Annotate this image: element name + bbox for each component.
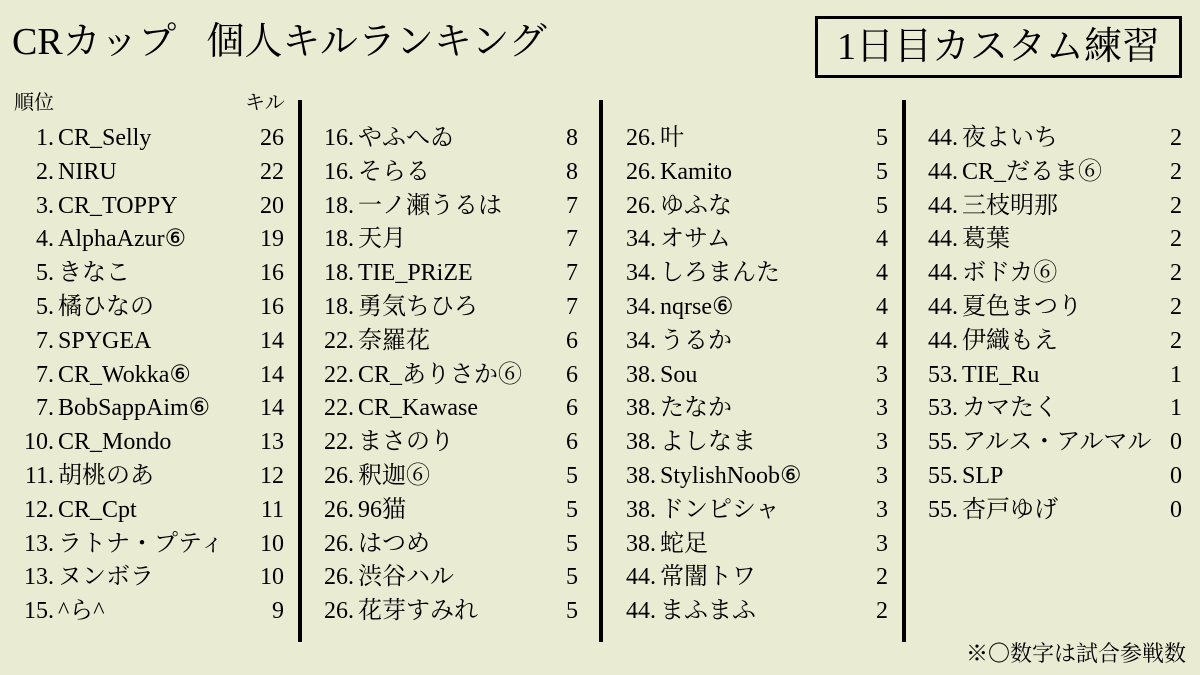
ranking-row <box>12 528 284 562</box>
rank-number: 38. <box>626 462 656 489</box>
player-name: BobSappAim⑥ <box>58 395 211 422</box>
player-name: TIE_Ru <box>962 361 1040 388</box>
ranking-row <box>312 426 578 460</box>
rank-number: 5. <box>36 260 54 287</box>
ranking-row <box>614 494 888 528</box>
player-name: 橘ひなの <box>58 293 154 320</box>
ranking-row <box>614 291 888 325</box>
player-name: 蛇足 <box>660 530 708 557</box>
rank-number: 38. <box>626 530 656 557</box>
ranking-row <box>12 426 284 460</box>
rank-number: 44. <box>928 125 958 151</box>
kill-count: 13 <box>260 429 284 456</box>
rank-number: 22. <box>324 395 354 422</box>
rank-number: 3. <box>36 192 54 219</box>
kill-count: 8 <box>566 125 578 151</box>
rank-number: 55. <box>928 496 958 523</box>
rank-number: 44. <box>626 598 656 625</box>
kill-count: 2 <box>1170 226 1182 253</box>
player-name: CR_Mondo <box>58 429 172 456</box>
kill-count: 2 <box>1170 125 1182 151</box>
rank-number: 53. <box>928 361 958 388</box>
page-title <box>12 18 547 66</box>
kill-count: 0 <box>1170 496 1182 523</box>
rank-number: 10. <box>24 429 54 456</box>
rank-column-header: 順位 <box>14 92 54 114</box>
rank-number: 34. <box>626 293 656 320</box>
player-name: 天月 <box>358 226 406 253</box>
rank-number: 55. <box>928 429 958 456</box>
player-name: 一ノ瀬うるは <box>358 192 502 219</box>
rank-number: 53. <box>928 395 958 422</box>
kill-count: 3 <box>876 462 888 489</box>
ranking-row <box>12 392 284 426</box>
ranking-row <box>312 122 578 156</box>
kills-column-header: キル <box>245 92 285 114</box>
player-name: ボドカ⑥ <box>962 260 1058 287</box>
kill-count: 10 <box>260 530 284 557</box>
kill-count: 5 <box>566 462 578 489</box>
kill-count: 2 <box>1170 327 1182 354</box>
player-name: 胡桃のあ <box>58 462 154 489</box>
ranking-row <box>614 359 888 393</box>
kill-count: 6 <box>566 361 578 388</box>
ranking-row <box>614 122 888 156</box>
column-divider <box>599 100 603 642</box>
kill-count: 2 <box>1170 192 1182 219</box>
player-name: 葛葉 <box>962 226 1010 253</box>
player-name: アルス・アルマル <box>962 429 1152 456</box>
rank-number: 5. <box>36 293 54 320</box>
kill-count: 19 <box>260 226 284 253</box>
kill-count: 5 <box>566 530 578 557</box>
ranking-row <box>12 257 284 291</box>
kill-count: 3 <box>876 429 888 456</box>
player-name: ^ら^ <box>58 598 105 625</box>
rank-number: 26. <box>626 158 656 185</box>
kill-count: 4 <box>876 226 888 253</box>
kill-count: 5 <box>566 598 578 625</box>
kill-count: 14 <box>260 327 284 354</box>
kill-count: 2 <box>1170 260 1182 287</box>
kill-count: 11 <box>260 496 284 523</box>
rank-number: 44. <box>928 158 958 185</box>
kill-count: 9 <box>272 598 284 625</box>
kill-count: 8 <box>566 158 578 185</box>
kill-count: 3 <box>876 361 888 388</box>
ranking-row <box>614 156 888 190</box>
kill-count: 0 <box>1170 429 1182 456</box>
player-name: Kamito <box>660 158 732 185</box>
rank-number: 38. <box>626 395 656 422</box>
player-name: ヌンボラ <box>58 564 154 591</box>
ranking-row <box>312 460 578 494</box>
kill-count: 5 <box>876 192 888 219</box>
ranking-row <box>614 223 888 257</box>
ranking-row <box>614 595 888 629</box>
ranking-row <box>312 595 578 629</box>
rank-number: 11. <box>24 462 54 489</box>
rank-number: 18. <box>324 192 354 219</box>
player-name: 三枝明那 <box>962 192 1058 219</box>
rank-number: 18. <box>324 293 354 320</box>
ranking-row <box>614 190 888 224</box>
kill-count: 5 <box>876 158 888 185</box>
ranking-row <box>12 156 284 190</box>
rank-number: 18. <box>324 226 354 253</box>
rank-number: 26. <box>626 125 656 151</box>
kill-count: 6 <box>566 327 578 354</box>
title-event: CRカップ <box>12 21 177 63</box>
ranking-column-2 <box>312 122 578 629</box>
player-name: CR_Kawase <box>358 395 478 422</box>
ranking-row <box>614 257 888 291</box>
ranking-row <box>12 460 284 494</box>
ranking-row <box>12 223 284 257</box>
player-name: よしなま <box>660 429 756 456</box>
rank-number: 34. <box>626 226 656 253</box>
kill-count: 2 <box>1170 293 1182 320</box>
kill-count: 26 <box>260 125 284 151</box>
rank-number: 55. <box>928 462 958 489</box>
player-name: AlphaAzur⑥ <box>58 226 187 253</box>
title-ranking: 個人キルランキング <box>206 21 547 63</box>
rank-number: 1. <box>36 125 54 151</box>
kill-count: 7 <box>566 293 578 320</box>
player-name: 伊織もえ <box>962 327 1058 354</box>
ranking-row <box>12 291 284 325</box>
ranking-row <box>614 325 888 359</box>
ranking-row <box>614 392 888 426</box>
kill-count: 1 <box>1170 361 1182 388</box>
rank-number: 7. <box>36 361 54 388</box>
player-name: やふへゐ <box>358 125 454 151</box>
rank-number: 16. <box>324 125 354 151</box>
rank-number: 44. <box>626 564 656 591</box>
rank-number: 26. <box>324 496 354 523</box>
ranking-row <box>312 561 578 595</box>
rank-number: 22. <box>324 361 354 388</box>
ranking-row <box>312 257 578 291</box>
ranking-row <box>12 190 284 224</box>
footnote: ※〇数字は試合参戦数 <box>965 641 1186 666</box>
ranking-row <box>916 291 1182 325</box>
ranking-row <box>916 223 1182 257</box>
player-name: ドンピシャ <box>660 496 780 523</box>
player-name: ラトナ・プティ <box>58 530 225 557</box>
kill-count: 2 <box>1170 158 1182 185</box>
player-name: nqrse⑥ <box>660 293 734 320</box>
kill-count: 5 <box>566 564 578 591</box>
rank-number: 38. <box>626 496 656 523</box>
player-name: CR_Selly <box>58 125 152 151</box>
ranking-row <box>312 325 578 359</box>
rank-number: 22. <box>324 327 354 354</box>
rank-number: 38. <box>626 429 656 456</box>
rank-number: 44. <box>928 226 958 253</box>
rank-number: 26. <box>324 564 354 591</box>
ranking-row <box>916 190 1182 224</box>
player-name: CR_Cpt <box>58 496 137 523</box>
kill-count: 16 <box>260 260 284 287</box>
ranking-row <box>614 528 888 562</box>
ranking-row <box>312 392 578 426</box>
player-name: ゆふな <box>660 192 732 219</box>
rank-number: 7. <box>36 395 54 422</box>
rank-number: 13. <box>24 530 54 557</box>
ranking-row <box>614 426 888 460</box>
kill-count: 5 <box>566 496 578 523</box>
player-name: SLP <box>962 462 1004 489</box>
column-divider <box>902 100 906 642</box>
kill-count: 3 <box>876 530 888 557</box>
rank-number: 34. <box>626 260 656 287</box>
ranking-row <box>916 122 1182 156</box>
player-name: しろまんた <box>660 260 780 287</box>
ranking-row <box>12 595 284 629</box>
kill-count: 4 <box>876 260 888 287</box>
kill-count: 5 <box>876 125 888 151</box>
kill-count: 10 <box>260 564 284 591</box>
ranking-row <box>614 460 888 494</box>
column-divider <box>298 100 302 642</box>
kill-count: 3 <box>876 496 888 523</box>
player-name: 叶 <box>660 125 684 151</box>
player-name: たなか <box>660 395 732 422</box>
player-name: 杏戸ゆげ <box>962 496 1058 523</box>
kill-count: 4 <box>876 327 888 354</box>
player-name: StylishNoob⑥ <box>660 462 802 489</box>
rank-number: 18. <box>324 260 354 287</box>
ranking-row <box>12 494 284 528</box>
rank-number: 26. <box>626 192 656 219</box>
rank-number: 13. <box>24 564 54 591</box>
ranking-row <box>12 359 284 393</box>
player-name: 釈迦⑥ <box>358 462 430 489</box>
player-name: CR_だるま⑥ <box>962 158 1103 185</box>
player-name: CR_Wokka⑥ <box>58 361 191 388</box>
kill-count: 14 <box>260 395 284 422</box>
rank-number: 38. <box>626 361 656 388</box>
ranking-row <box>312 359 578 393</box>
ranking-row <box>312 494 578 528</box>
rank-number: 26. <box>324 530 354 557</box>
player-name: CR_ありさか⑥ <box>358 361 523 388</box>
kill-count: 4 <box>876 293 888 320</box>
player-name: うるか <box>660 327 732 354</box>
rank-number: 44. <box>928 327 958 354</box>
ranking-row <box>916 494 1182 528</box>
kill-count: 12 <box>260 462 284 489</box>
ranking-row <box>12 325 284 359</box>
player-name: NIRU <box>58 158 117 185</box>
day-badge: 1日目カスタム練習 <box>815 16 1182 78</box>
rank-number: 22. <box>324 429 354 456</box>
player-name: 花芽すみれ <box>358 598 478 625</box>
ranking-row <box>916 426 1182 460</box>
kill-count: 16 <box>260 293 284 320</box>
player-name: Sou <box>660 361 698 388</box>
player-name: 勇気ちひろ <box>358 293 478 320</box>
player-name: 96猫 <box>358 496 406 523</box>
kill-count: 6 <box>566 395 578 422</box>
player-name: 渋谷ハル <box>358 564 454 591</box>
player-name: CR_TOPPY <box>58 192 178 219</box>
kill-count: 0 <box>1170 462 1182 489</box>
player-name: きなこ <box>58 260 130 287</box>
ranking-column-3 <box>614 122 888 629</box>
ranking-row <box>614 561 888 595</box>
player-name: 常闇トワ <box>660 564 756 591</box>
player-name: 夏色まつり <box>962 293 1082 320</box>
ranking-row <box>916 460 1182 494</box>
kill-count: 6 <box>566 429 578 456</box>
rank-number: 26. <box>324 598 354 625</box>
rank-number: 44. <box>928 192 958 219</box>
rank-number: 34. <box>626 327 656 354</box>
kill-count: 7 <box>566 226 578 253</box>
ranking-column-4 <box>916 122 1182 528</box>
ranking-row <box>916 257 1182 291</box>
kill-count: 7 <box>566 192 578 219</box>
kill-count: 1 <box>1170 395 1182 422</box>
rank-number: 44. <box>928 260 958 287</box>
player-name: TIE_PRiZE <box>358 260 473 287</box>
player-name: SPYGEA <box>58 327 152 354</box>
ranking-row <box>916 392 1182 426</box>
ranking-row <box>312 291 578 325</box>
ranking-row <box>312 156 578 190</box>
kill-count: 20 <box>260 192 284 219</box>
rank-number: 26. <box>324 462 354 489</box>
rank-number: 2. <box>36 158 54 185</box>
ranking-row <box>916 325 1182 359</box>
rank-number: 12. <box>24 496 54 523</box>
ranking-row <box>916 359 1182 393</box>
kill-count: 7 <box>566 260 578 287</box>
player-name: 奈羅花 <box>358 327 430 354</box>
ranking-row <box>12 561 284 595</box>
player-name: はつめ <box>358 530 430 557</box>
ranking-row <box>312 190 578 224</box>
rank-number: 16. <box>324 158 354 185</box>
kill-count: 2 <box>876 598 888 625</box>
player-name: カマたく <box>962 395 1058 422</box>
kill-count: 2 <box>876 564 888 591</box>
ranking-row <box>312 223 578 257</box>
player-name: オサム <box>660 226 731 253</box>
rank-number: 7. <box>36 327 54 354</box>
kill-count: 3 <box>876 395 888 422</box>
rank-number: 15. <box>24 598 54 625</box>
player-name: そらる <box>358 158 430 185</box>
rank-number: 44. <box>928 293 958 320</box>
player-name: まふまふ <box>660 598 756 625</box>
ranking-row <box>916 156 1182 190</box>
player-name: まさのり <box>358 429 454 456</box>
ranking-row <box>12 122 284 156</box>
ranking-column-1 <box>12 122 284 629</box>
kill-count: 22 <box>260 158 284 185</box>
kill-count: 14 <box>260 361 284 388</box>
rank-number: 4. <box>36 226 54 253</box>
player-name: 夜よいち <box>962 125 1058 151</box>
ranking-row <box>312 528 578 562</box>
